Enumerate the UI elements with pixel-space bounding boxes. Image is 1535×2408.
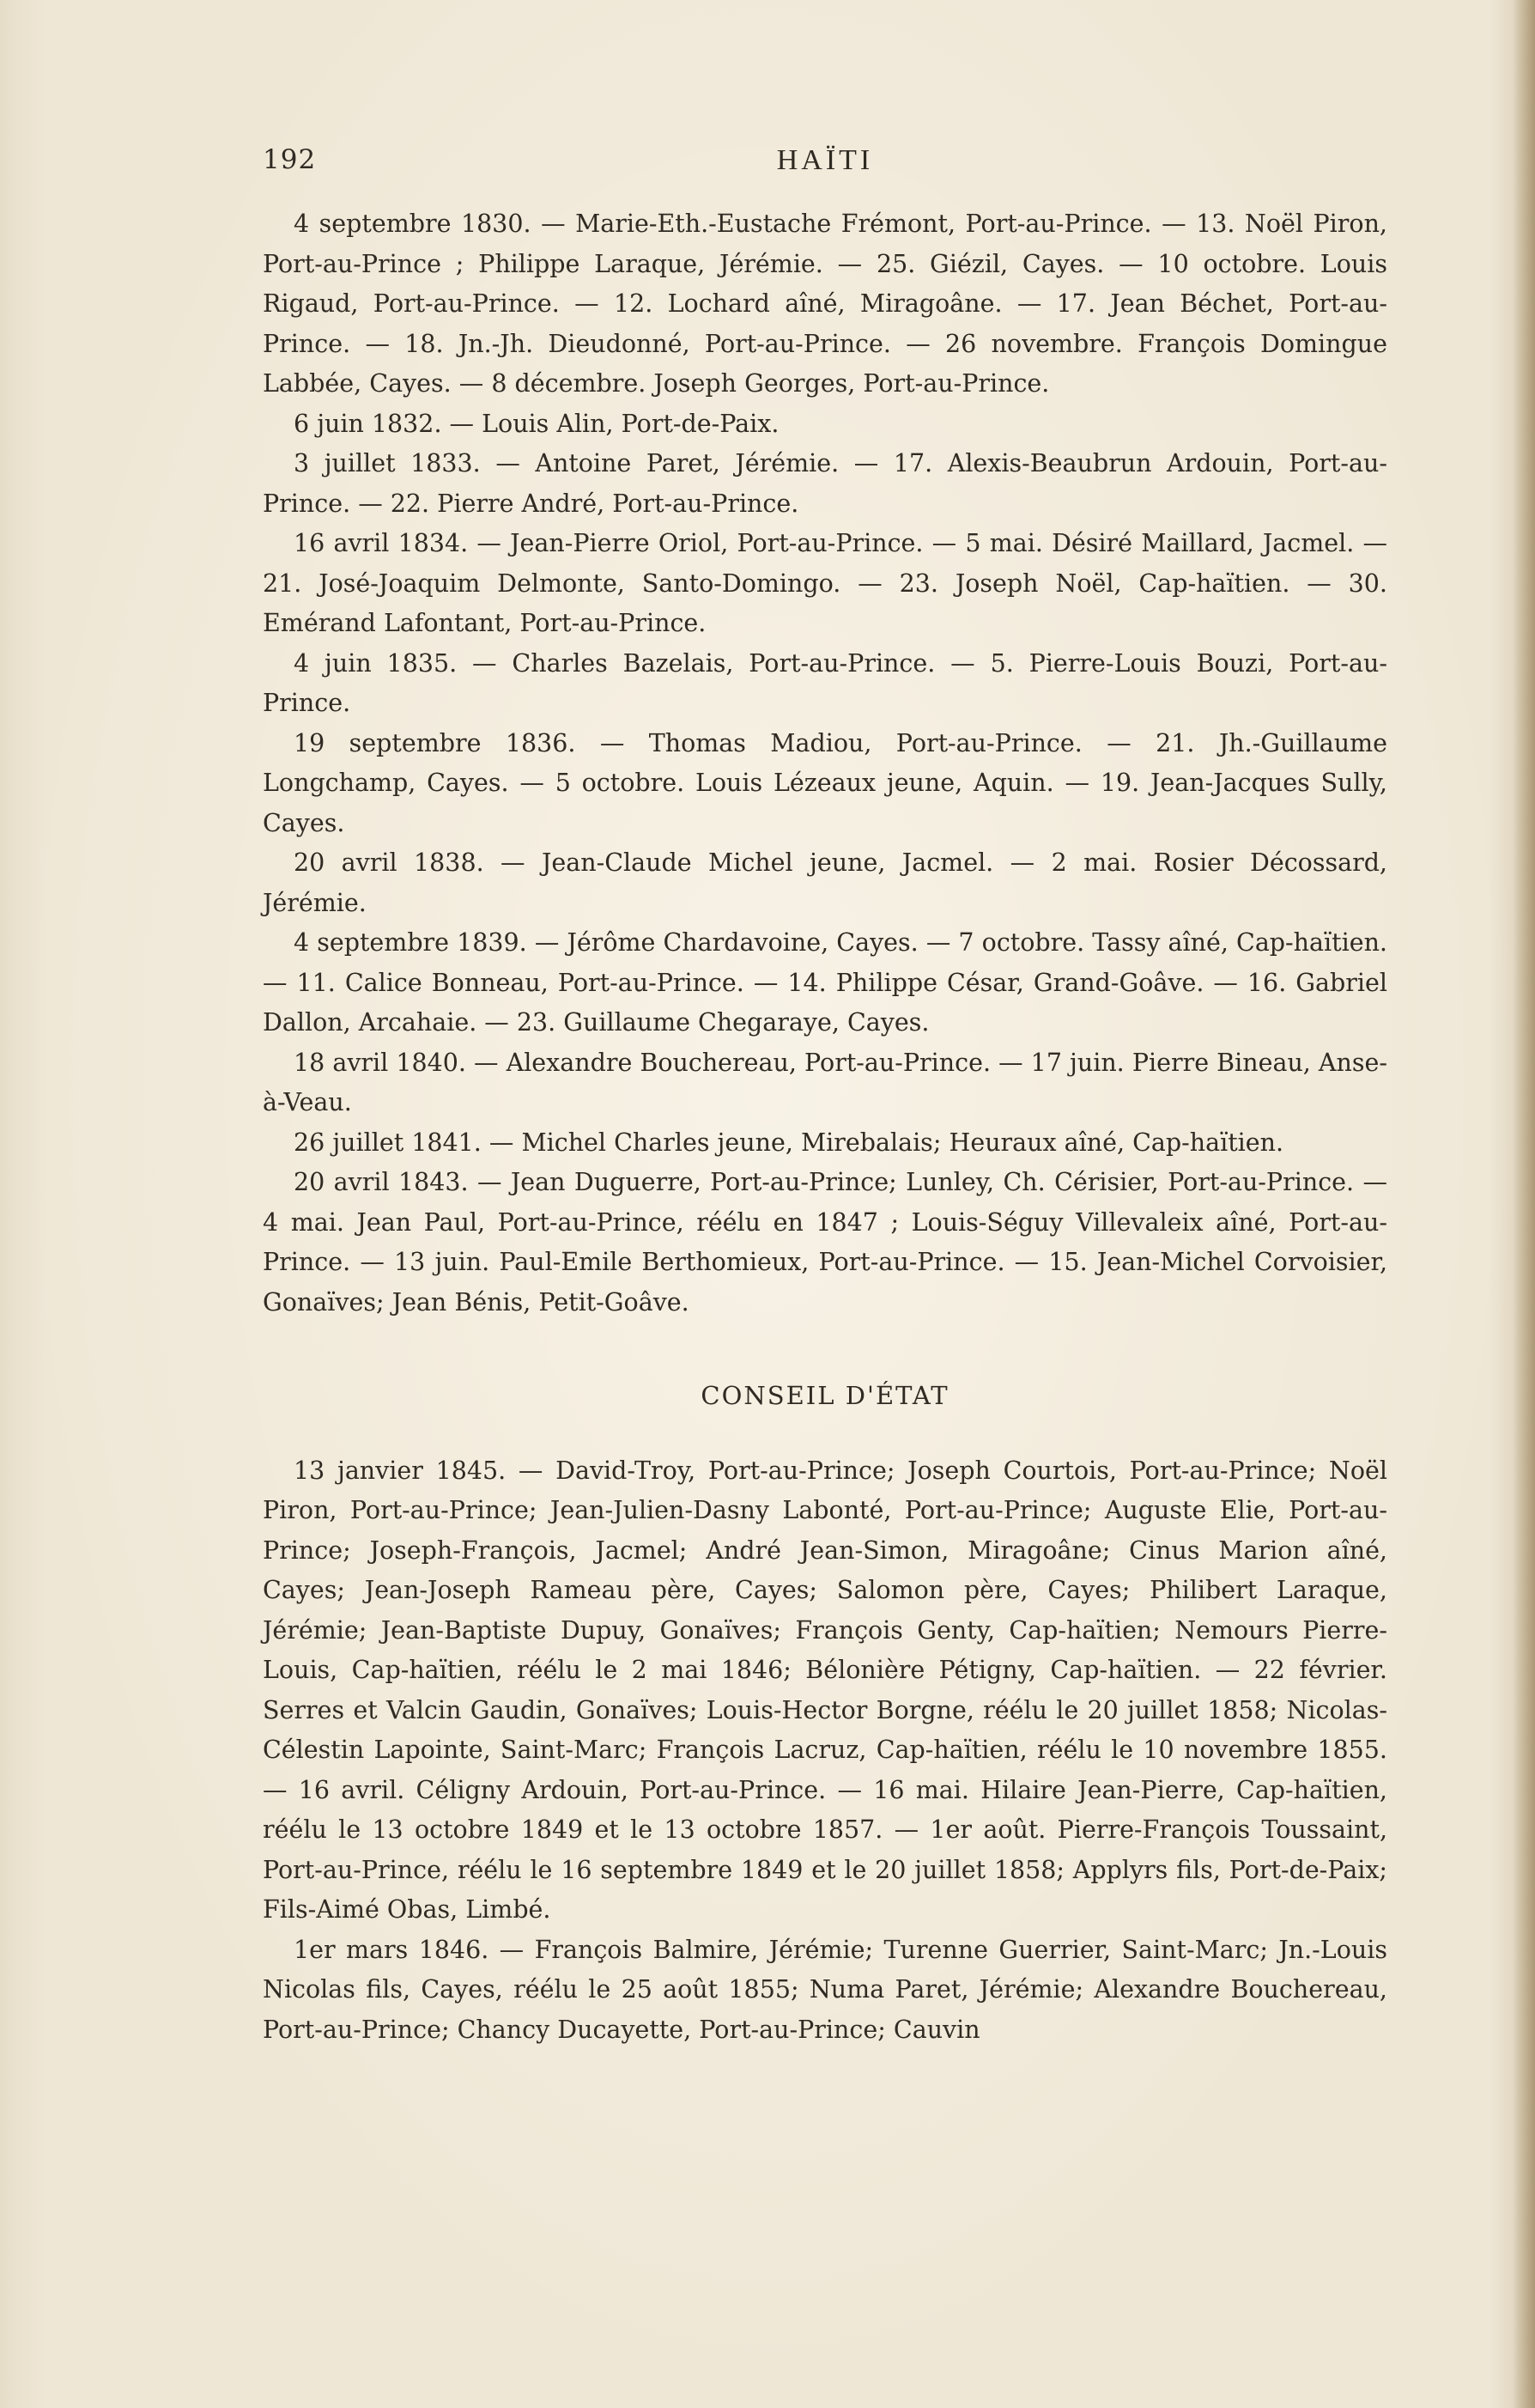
running-title: HAÏTI xyxy=(776,144,874,176)
paragraph: 4 juin 1835. — Charles Bazelais, Port-au-Prince. — 5. Pierre-Louis Bouzi, Port-au-Prince. xyxy=(263,648,1387,717)
page-header xyxy=(263,144,1387,187)
paragraph: 18 avril 1840. — Alexandre Bouchereau, Port-au-Prince. — 17 juin. Pierre Bineau, Anse-à-Veau. xyxy=(263,1048,1387,1116)
paragraph: 1er mars 1846. — François Balmire, Jérémie; Turenne Guerrier, Saint-Marc; Jn.-Louis Nicolas fils, Cayes, réélu le 25 août 1855; Numa Paret, Jérémie; Alexandre Bouchereau, Port-au-Prince; Chancy Ducayette, Port-au-Prince; Cauvin xyxy=(263,1935,1387,2044)
paragraph: 20 avril 1838. — Jean-Claude Michel jeune, Jacmel. — 2 mai. Rosier Décossard, Jérémie. xyxy=(263,848,1387,917)
paragraph: 26 juillet 1841. — Michel Charles jeune, Mirebalais; Heuraux aîné, Cap-haïtien. xyxy=(294,1128,1284,1157)
page-edge-shadow xyxy=(1513,0,1535,2408)
paragraph: 6 juin 1832. — Louis Alin, Port-de-Paix. xyxy=(294,409,780,438)
paragraph: 3 juillet 1833. — Antoine Paret, Jérémie. — 17. Alexis-Beaubrun Ardouin, Port-au-Prince. — 22. Pierre André, Port-au-Prince. xyxy=(263,449,1387,518)
page-number: 192 xyxy=(263,144,317,175)
paragraph: 4 septembre 1830. — Marie-Eth.-Eustache Frémont, Port-au-Prince. — 13. Noël Piron, Port-au-Prince ; Philippe Laraque, Jérémie. — 25. Giézil, Cayes. — 10 octobre. Louis Rigaud, Port-au-Prince. — 12. Lochard aîné, Miragoâne. — 17. Jean Béchet, Port-au-Prince. — 18. Jn.-Jh. Dieudonné, Port-au-Prince. — 26 novembre. François Domingue Labbée, Cayes. — 8 décembre. Joseph Georges, Port-au-Prince. xyxy=(263,210,1387,398)
paragraph: 13 janvier 1845. — David-Troy, Port-au-Prince; Joseph Courtois, Port-au-Prince; Noël Piron, Port-au-Prince; Jean-Julien-Dasny Labonté, Port-au-Prince; Auguste Elie, Port-au-Prince; Joseph-François, Jacmel; André Jean-Simon, Miragoâne; Cinus Marion aîné, Cayes; Jean-Joseph Rameau père, Cayes; Salomon père, Cayes; Philibert Laraque, Jérémie; Jean-Baptiste Dupuy, Gonaïves; François Genty, Cap-haïtien; Nemours Pierre-Louis, Cap-haïtien, réélu le 2 mai 1846; Bélonière Pétigny, Cap-haïtien. — 22 février. Serres et Valcin Gaudin, Gonaïves; Louis-Hector Borgne, réélu le 20 juillet 1858; Nicolas-Célestin Lapointe, Saint-Marc; François Lacruz, Cap-haïtien, réélu le 10 novembre 1855. — 16 avril. Céligny Ardouin, Port-au-Prince. — 16 mai. Hilaire Jean-Pierre, Cap-haïtien, réélu le 13 octobre 1849 et le 13 octobre 1857. — 1er août. Pierre-François Toussaint, Port-au-Prince, réélu le 16 septembre 1849 et le 20 juillet 1858; Applyrs fils, Port-de-Paix; Fils-Aimé Obas, Limbé. xyxy=(263,1456,1387,1924)
paragraph: 19 septembre 1836. — Thomas Madiou, Port-au-Prince. — 21. Jh.-Guillaume Longchamp, Cayes. — 5 octobre. Louis Lézeaux jeune, Aquin. — 19. Jean-Jacques Sully, Cayes. xyxy=(263,728,1387,837)
body-text xyxy=(263,204,1387,2050)
section-heading: CONSEIL D'ÉTAT xyxy=(701,1381,950,1410)
paragraph: 4 septembre 1839. — Jérôme Chardavoine, Cayes. — 7 octobre. Tassy aîné, Cap-haïtien. — 11. Calice Bonneau, Port-au-Prince. — 14. Philippe César, Grand-Goâve. — 16. Gabriel Dallon, Arcahaie. — 23. Guillaume Chegaraye, Cayes. xyxy=(263,928,1387,1037)
paragraph: 20 avril 1843. — Jean Duguerre, Port-au-Prince; Lunley, Ch. Cérisier, Port-au-Prince. — 4 mai. Jean Paul, Port-au-Prince, réélu en 1847 ; Louis-Séguy Villevaleix aîné, Port-au-Prince. — 13 juin. Paul-Emile Berthomieux, Port-au-Prince. — 15. Jean-Michel Corvoisier, Gonaïves; Jean Bénis, Petit-Goâve. xyxy=(263,1168,1387,1316)
paragraph: 16 avril 1834. — Jean-Pierre Oriol, Port-au-Prince. — 5 mai. Désiré Maillard, Jacmel. — 21. José-Joaquim Delmonte, Santo-Domingo. — 23. Joseph Noël, Cap-haïtien. — 30. Emérand Lafontant, Port-au-Prince. xyxy=(263,529,1387,637)
